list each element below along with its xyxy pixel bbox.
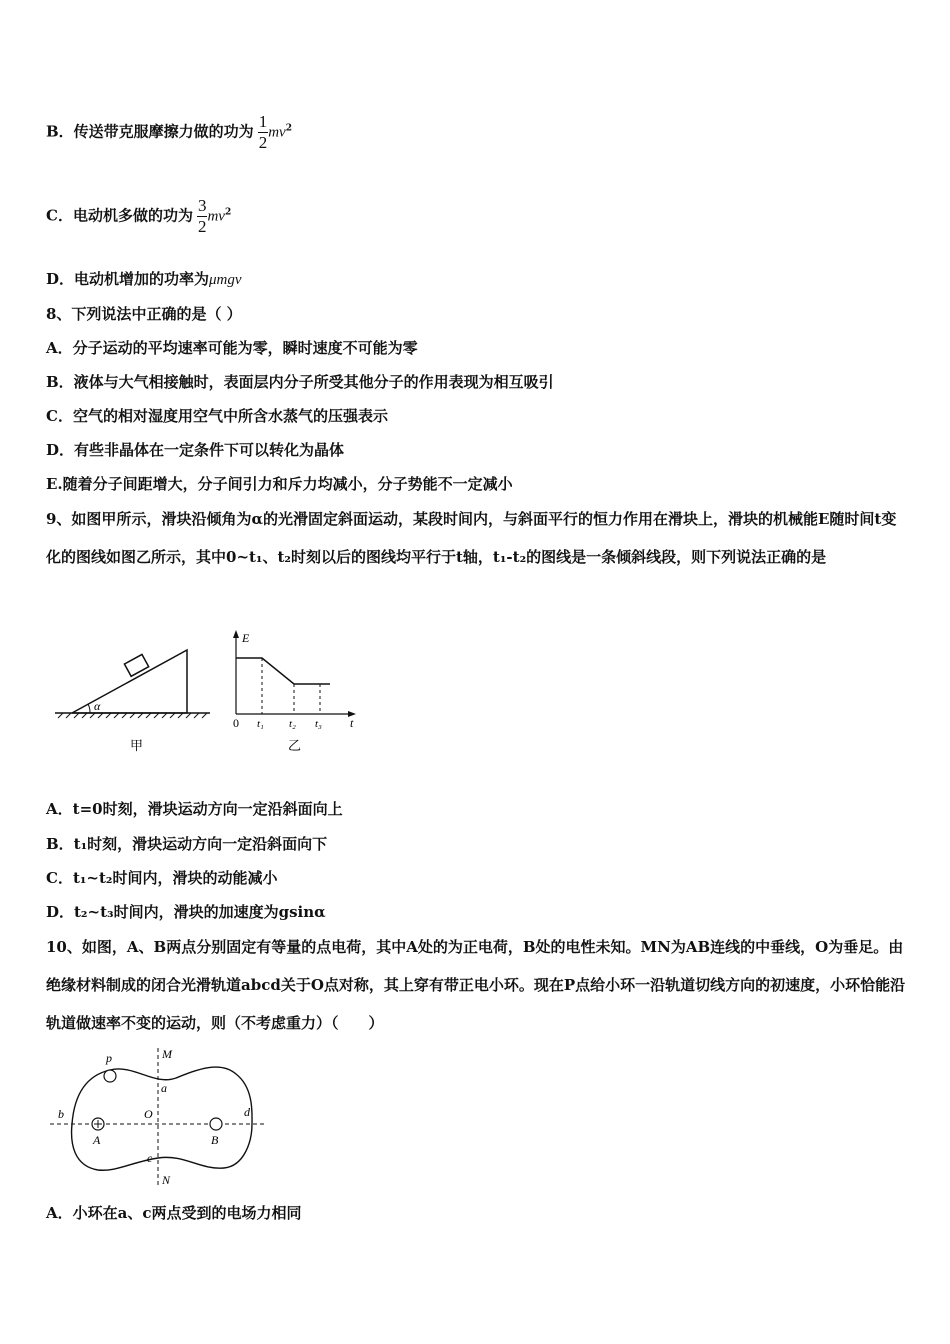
angle-arc <box>88 704 90 713</box>
q7-option-b-exp: 2 <box>285 123 292 134</box>
q8-option-b: B．液体与大气相接触时，表面层内分子所受其他分子的作用表现为相互吸引 <box>46 373 554 391</box>
label-d: d <box>244 1105 250 1119</box>
q8-stem: 8、下列说法中正确的是（ ） <box>46 305 242 323</box>
label-charge-b: B <box>211 1133 219 1147</box>
figure-right-caption: 乙 <box>288 738 302 753</box>
q7-option-c-text: C．电动机多做的功为 <box>46 206 193 225</box>
axis-e-label: E <box>242 631 250 645</box>
q7-option-d-text: D．电动机增加的功率为 <box>46 270 210 288</box>
q10-figure-track <box>44 1044 268 1194</box>
q7-option-c-exp: 2 <box>224 207 232 218</box>
fraction-numerator: 1 <box>258 112 268 131</box>
q7-option-b <box>46 112 292 153</box>
e-axis-arrow <box>233 630 239 638</box>
label-c: c <box>147 1151 153 1165</box>
axis-origin-label: 0 <box>233 716 239 730</box>
q7-option-d <box>46 269 242 290</box>
q9-option-d: D．t₂~t₃时间内，滑块的加速度为gsinα <box>46 903 326 921</box>
q7-option-b-fraction <box>258 112 269 153</box>
q7-option-c <box>46 196 231 237</box>
tick-t3-label: t₃ <box>315 718 322 730</box>
label-m: M <box>162 1047 172 1061</box>
q7-option-c-expr: mv <box>207 208 225 225</box>
tick-t2-label: t₂ <box>289 718 296 730</box>
fraction-denominator: 2 <box>258 133 268 152</box>
incline-triangle <box>72 650 187 713</box>
q9-stem: 9、如图甲所示，滑块沿倾角为α的光滑固定斜面运动，某段时间内，与斜面平行的恒力作用在滑块上，滑块的机械能E随时间t变化的图线如图乙所示，其中0~t₁、t₂时刻以后的图线均平行于t轴，t₁-t₂的图线是一条倾斜线段，则下列说法正确的是 <box>46 510 897 566</box>
q9-figure-incline <box>50 628 220 758</box>
energy-curve <box>236 658 330 684</box>
fraction-denominator: 2 <box>197 217 207 236</box>
q9-figure-energy-graph <box>226 628 366 758</box>
angle-alpha-label: α <box>94 699 101 713</box>
q7-option-d-expr: μmgv <box>209 272 242 288</box>
charge-b <box>210 1118 222 1130</box>
q9-option-b: B．t₁时刻，滑块运动方向一定沿斜面向下 <box>46 835 328 853</box>
q9-option-a: A．t=0时刻，滑块运动方向一定沿斜面向上 <box>46 800 343 818</box>
q10-option-a: A．小环在a、c两点受到的电场力相同 <box>46 1204 302 1222</box>
q8-option-e: E.随着分子间距增大，分子间引力和斥力均减小，分子势能不一定减小 <box>46 475 513 493</box>
label-b-point: b <box>58 1107 64 1121</box>
label-a: a <box>161 1081 167 1095</box>
axis-t-label: t <box>350 716 354 730</box>
q10-stem: 10、如图，A、B两点分别固定有等量的点电荷，其中A处的为正电荷，B处的电性未知。MN为AB连线的中垂线，O为垂足。由绝缘材料制成的闭合光滑轨道abcd关于O点对称，其上穿有带正电小环。现在P点给小环一沿轨道切线方向的初速度，小环恰能沿轨道做速率不变的运动，则（不考虑重力）（ ） <box>46 938 906 1032</box>
tick-t1-label: t₁ <box>257 718 264 730</box>
q7-option-b-text: B．传送带克服摩擦力做的功为 <box>46 122 254 141</box>
q8-option-d: D．有些非晶体在一定条件下可以转化为晶体 <box>46 441 345 459</box>
q7-option-c-fraction <box>197 196 208 237</box>
q9-option-c: C．t₁~t₂时间内，滑块的动能减小 <box>46 869 278 887</box>
label-p: p <box>106 1051 112 1065</box>
q7-option-b-expr: mv <box>268 124 286 141</box>
label-n: N <box>162 1173 171 1187</box>
label-o: O <box>144 1107 153 1121</box>
fraction-numerator: 3 <box>197 196 207 215</box>
label-charge-a: A <box>93 1133 101 1147</box>
ring-at-p <box>104 1070 116 1082</box>
q8-option-c: C．空气的相对湿度用空气中所含水蒸气的压强表示 <box>46 407 388 425</box>
figure-left-caption: 甲 <box>130 738 144 753</box>
q8-option-a: A．分子运动的平均速率可能为零，瞬时速度不可能为零 <box>46 339 418 357</box>
